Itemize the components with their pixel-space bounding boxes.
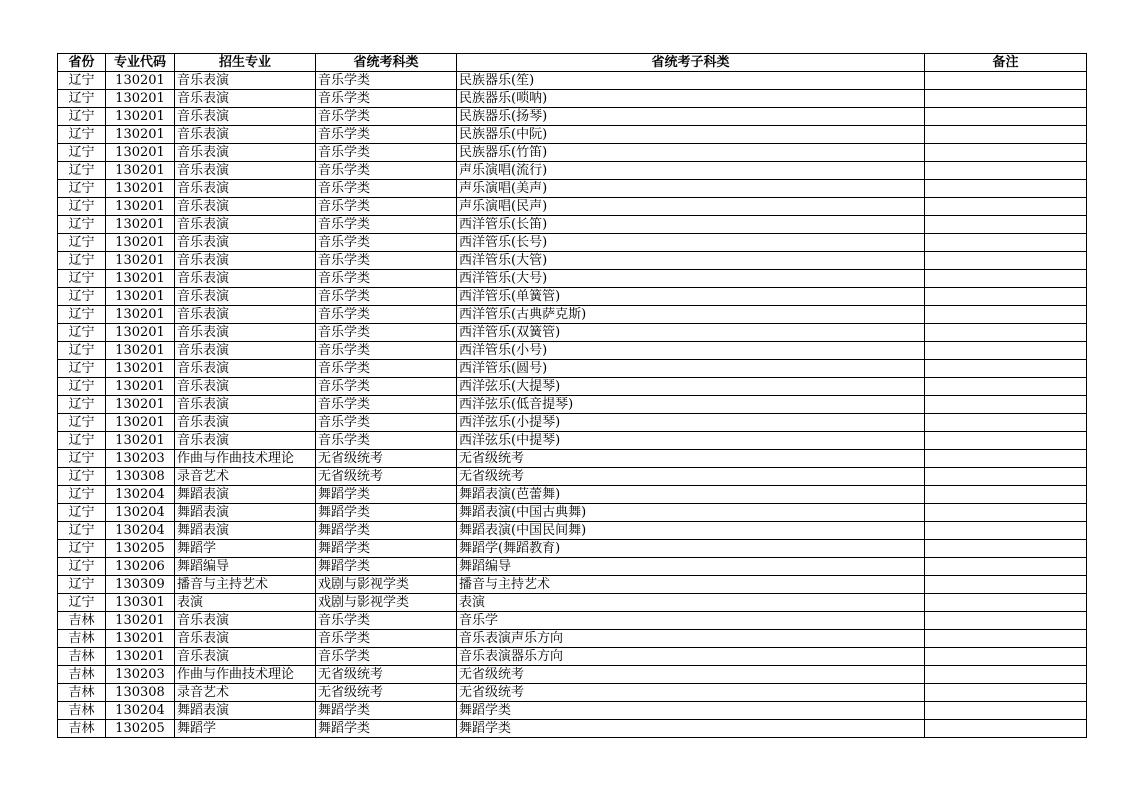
exam-subcategory-cell: 舞蹈学(舞蹈教育) <box>457 540 925 558</box>
table-row <box>58 252 1087 270</box>
major-code-cell: 130308 <box>106 684 175 702</box>
exam-category-cell: 音乐学类 <box>316 252 457 270</box>
table-row <box>58 558 1087 576</box>
table-row <box>58 612 1087 630</box>
exam-category-cell: 音乐学类 <box>316 396 457 414</box>
major-cell: 舞蹈表演 <box>175 486 316 504</box>
major-code-cell: 130201 <box>106 180 175 198</box>
exam-subcategory-cell: 西洋管乐(小号) <box>457 342 925 360</box>
major-cell: 音乐表演 <box>175 396 316 414</box>
province-cell: 辽宁 <box>58 324 106 342</box>
table-row <box>58 648 1087 666</box>
table-row <box>58 180 1087 198</box>
header-remarks: 备注 <box>925 54 1087 72</box>
major-code-cell: 130201 <box>106 342 175 360</box>
province-cell: 辽宁 <box>58 72 106 90</box>
exam-category-cell: 音乐学类 <box>316 108 457 126</box>
exam-category-cell: 音乐学类 <box>316 630 457 648</box>
table-row <box>58 702 1087 720</box>
province-cell: 吉林 <box>58 612 106 630</box>
major-cell: 舞蹈学 <box>175 540 316 558</box>
exam-category-cell: 无省级统考 <box>316 450 457 468</box>
major-code-cell: 130201 <box>106 270 175 288</box>
exam-subcategory-cell: 民族器乐(扬琴) <box>457 108 925 126</box>
table-row <box>58 720 1087 738</box>
exam-category-cell: 音乐学类 <box>316 414 457 432</box>
table-row <box>58 306 1087 324</box>
exam-subcategory-cell: 无省级统考 <box>457 684 925 702</box>
major-cell: 音乐表演 <box>175 90 316 108</box>
exam-category-cell: 音乐学类 <box>316 306 457 324</box>
major-code-cell: 130201 <box>106 144 175 162</box>
table-row <box>58 666 1087 684</box>
table-row <box>58 684 1087 702</box>
exam-subcategory-cell: 西洋弦乐(大提琴) <box>457 378 925 396</box>
exam-subcategory-cell: 民族器乐(竹笛) <box>457 144 925 162</box>
province-cell: 吉林 <box>58 648 106 666</box>
province-cell: 辽宁 <box>58 144 106 162</box>
major-cell: 音乐表演 <box>175 414 316 432</box>
exam-category-cell: 舞蹈学类 <box>316 486 457 504</box>
major-cell: 舞蹈表演 <box>175 522 316 540</box>
table-row <box>58 468 1087 486</box>
major-code-cell: 130204 <box>106 522 175 540</box>
province-cell: 辽宁 <box>58 126 106 144</box>
exam-category-cell: 音乐学类 <box>316 198 457 216</box>
table-row <box>58 162 1087 180</box>
remarks-cell <box>925 234 1087 252</box>
major-code-cell: 130205 <box>106 720 175 738</box>
province-cell: 辽宁 <box>58 216 106 234</box>
major-code-cell: 130201 <box>106 324 175 342</box>
header-major: 招生专业 <box>175 54 316 72</box>
remarks-cell <box>925 504 1087 522</box>
province-cell: 吉林 <box>58 666 106 684</box>
major-cell: 舞蹈编导 <box>175 558 316 576</box>
major-code-cell: 130201 <box>106 72 175 90</box>
exam-category-cell: 音乐学类 <box>316 378 457 396</box>
exam-subcategory-cell: 声乐演唱(流行) <box>457 162 925 180</box>
remarks-cell <box>925 702 1087 720</box>
major-cell: 音乐表演 <box>175 612 316 630</box>
exam-subcategory-cell: 西洋管乐(长号) <box>457 234 925 252</box>
exam-subcategory-cell: 西洋弦乐(低音提琴) <box>457 396 925 414</box>
remarks-cell <box>925 306 1087 324</box>
exam-category-cell: 舞蹈学类 <box>316 720 457 738</box>
major-cell: 音乐表演 <box>175 252 316 270</box>
exam-category-cell: 舞蹈学类 <box>316 558 457 576</box>
major-cell: 音乐表演 <box>175 342 316 360</box>
exam-category-cell: 音乐学类 <box>316 144 457 162</box>
exam-subcategory-cell: 舞蹈表演(芭蕾舞) <box>457 486 925 504</box>
province-cell: 辽宁 <box>58 450 106 468</box>
exam-subcategory-cell: 民族器乐(唢呐) <box>457 90 925 108</box>
remarks-cell <box>925 432 1087 450</box>
exam-category-cell: 音乐学类 <box>316 342 457 360</box>
remarks-cell <box>925 684 1087 702</box>
exam-subcategory-cell: 西洋弦乐(小提琴) <box>457 414 925 432</box>
spreadsheet <box>57 53 1087 738</box>
exam-subcategory-cell: 民族器乐(中阮) <box>457 126 925 144</box>
province-cell: 辽宁 <box>58 414 106 432</box>
major-code-cell: 130201 <box>106 288 175 306</box>
exam-subcategory-cell: 播音与主持艺术 <box>457 576 925 594</box>
table-row <box>58 72 1087 90</box>
major-code-cell: 130201 <box>106 252 175 270</box>
exam-subcategory-cell: 西洋管乐(长笛) <box>457 216 925 234</box>
remarks-cell <box>925 612 1087 630</box>
major-cell: 音乐表演 <box>175 306 316 324</box>
exam-category-cell: 音乐学类 <box>316 180 457 198</box>
major-cell: 音乐表演 <box>175 630 316 648</box>
table-row <box>58 126 1087 144</box>
major-cell: 音乐表演 <box>175 288 316 306</box>
table-row <box>58 630 1087 648</box>
remarks-cell <box>925 198 1087 216</box>
exam-subcategory-cell: 西洋弦乐(中提琴) <box>457 432 925 450</box>
exam-subcategory-cell: 无省级统考 <box>457 450 925 468</box>
exam-subcategory-cell: 舞蹈表演(中国民间舞) <box>457 522 925 540</box>
table-row <box>58 378 1087 396</box>
major-cell: 音乐表演 <box>175 144 316 162</box>
exam-category-cell: 音乐学类 <box>316 270 457 288</box>
remarks-cell <box>925 576 1087 594</box>
province-cell: 辽宁 <box>58 252 106 270</box>
province-cell: 辽宁 <box>58 522 106 540</box>
major-cell: 舞蹈学 <box>175 720 316 738</box>
exam-subcategory-cell: 表演 <box>457 594 925 612</box>
header-exam-subcategory: 省统考子科类 <box>457 54 925 72</box>
province-cell: 吉林 <box>58 630 106 648</box>
remarks-cell <box>925 540 1087 558</box>
province-cell: 辽宁 <box>58 396 106 414</box>
table-row <box>58 486 1087 504</box>
remarks-cell <box>925 486 1087 504</box>
table-body <box>58 72 1087 738</box>
major-code-cell: 130201 <box>106 162 175 180</box>
province-cell: 辽宁 <box>58 306 106 324</box>
exam-subcategory-cell: 西洋管乐(单簧管) <box>457 288 925 306</box>
province-cell: 辽宁 <box>58 288 106 306</box>
table-row <box>58 144 1087 162</box>
major-code-cell: 130201 <box>106 396 175 414</box>
table-row <box>58 360 1087 378</box>
remarks-cell <box>925 414 1087 432</box>
major-cell: 音乐表演 <box>175 180 316 198</box>
exam-subcategory-cell: 舞蹈编导 <box>457 558 925 576</box>
remarks-cell <box>925 396 1087 414</box>
exam-category-cell: 音乐学类 <box>316 126 457 144</box>
exam-category-cell: 音乐学类 <box>316 216 457 234</box>
remarks-cell <box>925 108 1087 126</box>
table-row <box>58 270 1087 288</box>
major-code-cell: 130204 <box>106 486 175 504</box>
major-code-cell: 130204 <box>106 504 175 522</box>
province-cell: 辽宁 <box>58 504 106 522</box>
exam-subcategory-cell: 无省级统考 <box>457 468 925 486</box>
exam-subcategory-cell: 音乐学 <box>457 612 925 630</box>
remarks-cell <box>925 90 1087 108</box>
exam-category-cell: 音乐学类 <box>316 90 457 108</box>
remarks-cell <box>925 288 1087 306</box>
remarks-cell <box>925 450 1087 468</box>
province-cell: 辽宁 <box>58 540 106 558</box>
remarks-cell <box>925 216 1087 234</box>
exam-category-cell: 音乐学类 <box>316 648 457 666</box>
province-cell: 辽宁 <box>58 198 106 216</box>
exam-category-cell: 音乐学类 <box>316 162 457 180</box>
table-row <box>58 540 1087 558</box>
table-row <box>58 594 1087 612</box>
province-cell: 辽宁 <box>58 270 106 288</box>
exam-subcategory-cell: 舞蹈表演(中国古典舞) <box>457 504 925 522</box>
province-cell: 辽宁 <box>58 180 106 198</box>
major-code-cell: 130201 <box>106 90 175 108</box>
exam-subcategory-cell: 西洋管乐(双簧管) <box>457 324 925 342</box>
table-row <box>58 504 1087 522</box>
province-cell: 辽宁 <box>58 432 106 450</box>
major-code-cell: 130201 <box>106 126 175 144</box>
admissions-table <box>57 53 1087 738</box>
major-cell: 舞蹈表演 <box>175 702 316 720</box>
remarks-cell <box>925 162 1087 180</box>
remarks-cell <box>925 72 1087 90</box>
exam-subcategory-cell: 声乐演唱(美声) <box>457 180 925 198</box>
major-cell: 录音艺术 <box>175 468 316 486</box>
province-cell: 辽宁 <box>58 360 106 378</box>
province-cell: 辽宁 <box>58 576 106 594</box>
table-row <box>58 450 1087 468</box>
major-cell: 音乐表演 <box>175 126 316 144</box>
table-row <box>58 90 1087 108</box>
major-cell: 音乐表演 <box>175 432 316 450</box>
remarks-cell <box>925 144 1087 162</box>
exam-subcategory-cell: 西洋管乐(古典萨克斯) <box>457 306 925 324</box>
province-cell: 吉林 <box>58 720 106 738</box>
table-row <box>58 216 1087 234</box>
remarks-cell <box>925 342 1087 360</box>
table-row <box>58 432 1087 450</box>
exam-category-cell: 音乐学类 <box>316 72 457 90</box>
major-code-cell: 130203 <box>106 450 175 468</box>
major-code-cell: 130201 <box>106 306 175 324</box>
province-cell: 辽宁 <box>58 162 106 180</box>
major-code-cell: 130201 <box>106 216 175 234</box>
province-cell: 辽宁 <box>58 378 106 396</box>
exam-category-cell: 音乐学类 <box>316 432 457 450</box>
major-cell: 作曲与作曲技术理论 <box>175 450 316 468</box>
major-code-cell: 130201 <box>106 612 175 630</box>
exam-category-cell: 舞蹈学类 <box>316 504 457 522</box>
exam-category-cell: 舞蹈学类 <box>316 702 457 720</box>
exam-subcategory-cell: 舞蹈学类 <box>457 702 925 720</box>
major-code-cell: 130201 <box>106 108 175 126</box>
province-cell: 辽宁 <box>58 468 106 486</box>
remarks-cell <box>925 648 1087 666</box>
province-cell: 吉林 <box>58 684 106 702</box>
major-cell: 音乐表演 <box>175 360 316 378</box>
header-province: 省份 <box>58 54 106 72</box>
major-cell: 音乐表演 <box>175 648 316 666</box>
major-code-cell: 130201 <box>106 198 175 216</box>
province-cell: 辽宁 <box>58 558 106 576</box>
province-cell: 辽宁 <box>58 90 106 108</box>
exam-category-cell: 舞蹈学类 <box>316 522 457 540</box>
header-major-code: 专业代码 <box>106 54 175 72</box>
major-code-cell: 130201 <box>106 378 175 396</box>
major-code-cell: 130204 <box>106 702 175 720</box>
province-cell: 吉林 <box>58 702 106 720</box>
exam-category-cell: 戏剧与影视学类 <box>316 594 457 612</box>
exam-subcategory-cell: 西洋管乐(大管) <box>457 252 925 270</box>
table-row <box>58 288 1087 306</box>
province-cell: 辽宁 <box>58 594 106 612</box>
major-cell: 音乐表演 <box>175 234 316 252</box>
major-code-cell: 130308 <box>106 468 175 486</box>
major-code-cell: 130205 <box>106 540 175 558</box>
remarks-cell <box>925 252 1087 270</box>
remarks-cell <box>925 126 1087 144</box>
table-row <box>58 522 1087 540</box>
major-cell: 音乐表演 <box>175 162 316 180</box>
major-code-cell: 130201 <box>106 234 175 252</box>
major-code-cell: 130201 <box>106 414 175 432</box>
remarks-cell <box>925 270 1087 288</box>
table-row <box>58 324 1087 342</box>
exam-category-cell: 无省级统考 <box>316 666 457 684</box>
exam-subcategory-cell: 音乐表演声乐方向 <box>457 630 925 648</box>
exam-category-cell: 无省级统考 <box>316 684 457 702</box>
province-cell: 辽宁 <box>58 342 106 360</box>
table-row <box>58 198 1087 216</box>
exam-subcategory-cell: 无省级统考 <box>457 666 925 684</box>
table-row <box>58 234 1087 252</box>
province-cell: 辽宁 <box>58 234 106 252</box>
exam-category-cell: 无省级统考 <box>316 468 457 486</box>
exam-category-cell: 音乐学类 <box>316 288 457 306</box>
exam-subcategory-cell: 西洋管乐(大号) <box>457 270 925 288</box>
major-cell: 音乐表演 <box>175 108 316 126</box>
major-cell: 录音艺术 <box>175 684 316 702</box>
exam-category-cell: 音乐学类 <box>316 612 457 630</box>
remarks-cell <box>925 468 1087 486</box>
exam-subcategory-cell: 民族器乐(笙) <box>457 72 925 90</box>
exam-category-cell: 音乐学类 <box>316 360 457 378</box>
major-cell: 音乐表演 <box>175 324 316 342</box>
table-row <box>58 342 1087 360</box>
major-cell: 音乐表演 <box>175 378 316 396</box>
remarks-cell <box>925 522 1087 540</box>
remarks-cell <box>925 360 1087 378</box>
remarks-cell <box>925 324 1087 342</box>
major-code-cell: 130201 <box>106 432 175 450</box>
remarks-cell <box>925 378 1087 396</box>
table-row <box>58 414 1087 432</box>
exam-category-cell: 戏剧与影视学类 <box>316 576 457 594</box>
table-row <box>58 576 1087 594</box>
table-row <box>58 396 1087 414</box>
exam-category-cell: 音乐学类 <box>316 234 457 252</box>
exam-category-cell: 音乐学类 <box>316 324 457 342</box>
exam-subcategory-cell: 音乐表演器乐方向 <box>457 648 925 666</box>
remarks-cell <box>925 630 1087 648</box>
major-cell: 音乐表演 <box>175 72 316 90</box>
major-code-cell: 130206 <box>106 558 175 576</box>
major-cell: 表演 <box>175 594 316 612</box>
major-cell: 作曲与作曲技术理论 <box>175 666 316 684</box>
province-cell: 辽宁 <box>58 486 106 504</box>
remarks-cell <box>925 666 1087 684</box>
major-cell: 音乐表演 <box>175 270 316 288</box>
header-exam-category: 省统考科类 <box>316 54 457 72</box>
major-cell: 音乐表演 <box>175 198 316 216</box>
major-cell: 音乐表演 <box>175 216 316 234</box>
remarks-cell <box>925 720 1087 738</box>
major-code-cell: 130301 <box>106 594 175 612</box>
header-row <box>58 54 1087 72</box>
remarks-cell <box>925 180 1087 198</box>
remarks-cell <box>925 594 1087 612</box>
major-cell: 播音与主持艺术 <box>175 576 316 594</box>
remarks-cell <box>925 558 1087 576</box>
major-code-cell: 130201 <box>106 630 175 648</box>
table-row <box>58 108 1087 126</box>
province-cell: 辽宁 <box>58 108 106 126</box>
major-cell: 舞蹈表演 <box>175 504 316 522</box>
exam-subcategory-cell: 舞蹈学类 <box>457 720 925 738</box>
exam-subcategory-cell: 声乐演唱(民声) <box>457 198 925 216</box>
major-code-cell: 130201 <box>106 360 175 378</box>
major-code-cell: 130309 <box>106 576 175 594</box>
major-code-cell: 130203 <box>106 666 175 684</box>
major-code-cell: 130201 <box>106 648 175 666</box>
exam-category-cell: 舞蹈学类 <box>316 540 457 558</box>
exam-subcategory-cell: 西洋管乐(圆号) <box>457 360 925 378</box>
